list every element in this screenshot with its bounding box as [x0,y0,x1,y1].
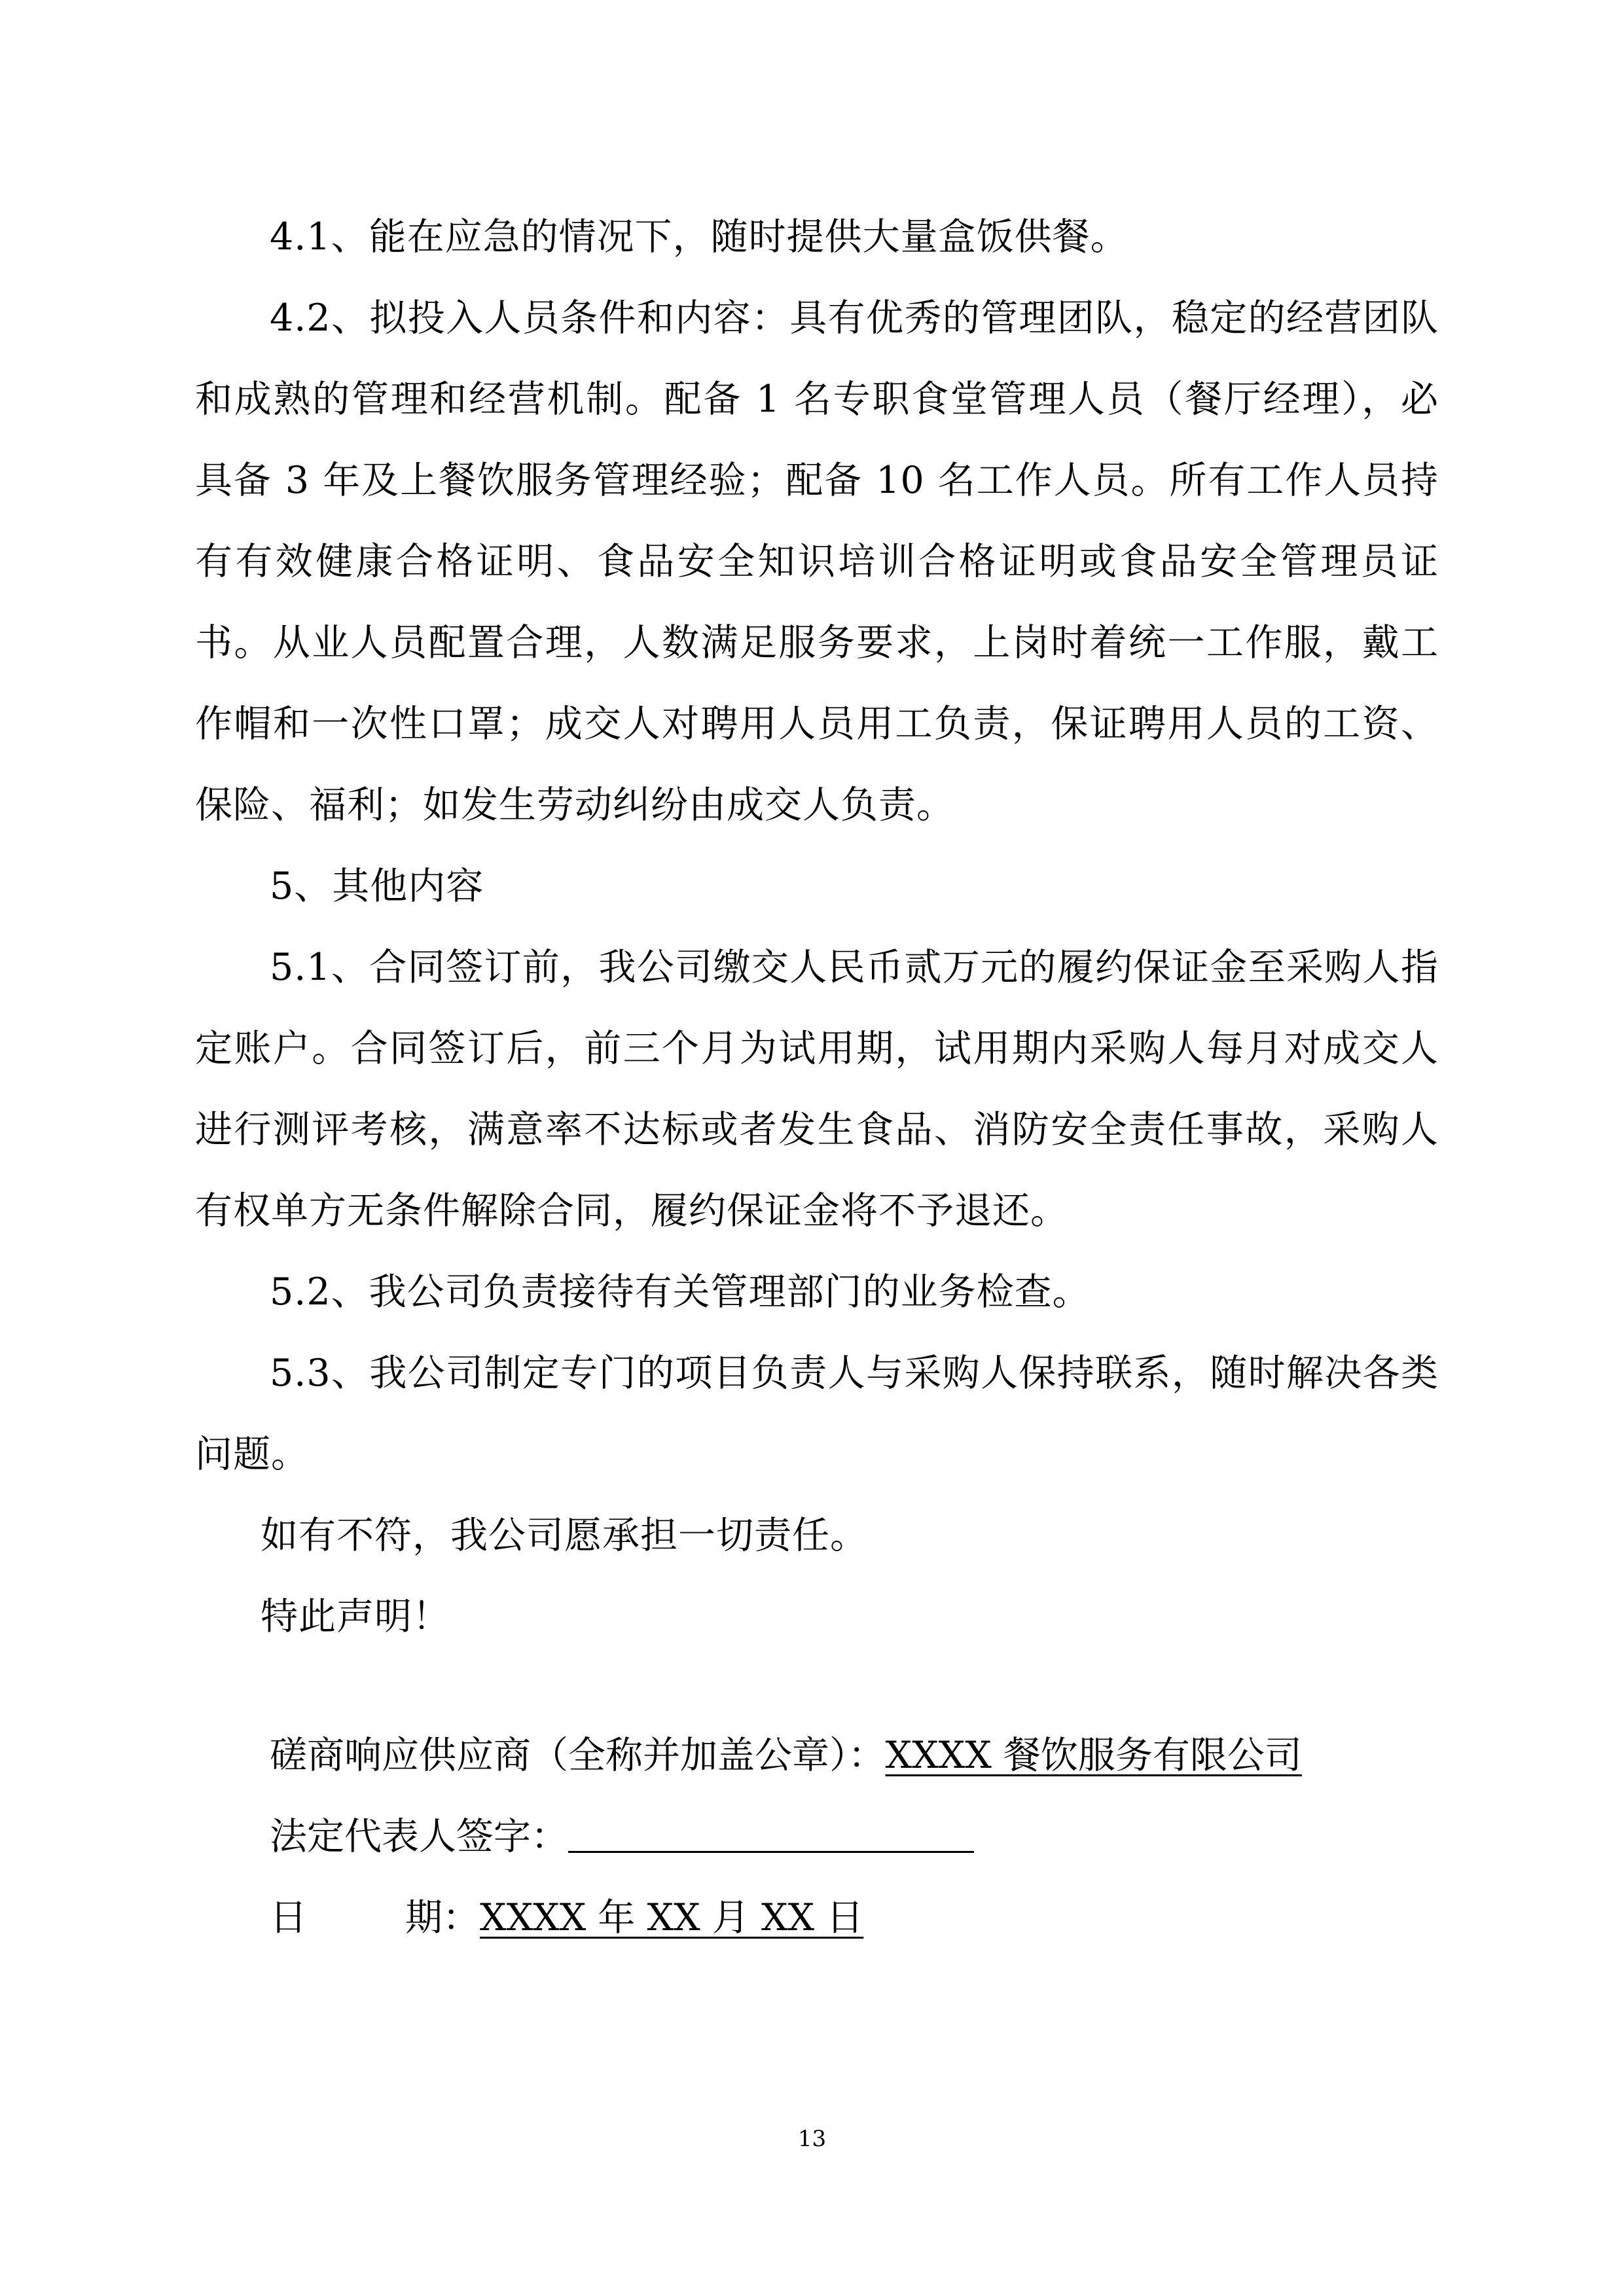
paragraph-4-2: 4.2、拟投入人员条件和内容：具有优秀的管理团队，稳定的经营团队和成熟的管理和经营机制。配备 1 名专职食堂管理人员（餐厅经理），必具备 3 年及上餐饮服务管理经验；配备 10 名工作人员。所有工作人员持有有效健康合格证明、食品安全知识培训合格证明或食品安全管理员证书。从业人员配置合理，人数满足服务要求，上岗时着统一工作服，戴工作帽和一次性口罩；成交人对聘用人员用工负责，保证聘用人员的工资、保险、福利；如发生劳动纠纷由成交人负责。 [195,296,1439,827]
liability-statement: 如有不符，我公司愿承担一切责任。 [261,1514,868,1557]
paragraph-5-3: 5.3、我公司制定专门的项目负责人与采购人保持联系，随时解决各类问题。 [195,1352,1439,1476]
paragraph-5-1: 5.1、合同签订前，我公司缴交人民币贰万元的履约保证金至采购人指定账户。合同签订后，前三个月为试用期，试用期内采购人每月对成交人进行测评考核，满意率不达标或者发生食品、消防安全责任事故，采购人有权单方无条件解除合同，履约保证金将不予退还。 [195,946,1439,1232]
date-label-first-char: 日 [270,1896,307,1939]
representative-row [270,1796,1382,1877]
date-label-second-char: 期： [405,1896,480,1939]
supplier-label: 磋商响应供应商（全称并加盖公章）： [270,1734,886,1777]
document-body [195,196,1439,1657]
supplier-row [270,1715,1382,1796]
paragraph-4-1: 4.1、能在应急的情况下，随时提供大量盒饭供餐。 [270,215,1128,259]
signature-blank-line [568,1812,974,1853]
paragraph-5-2: 5.2、我公司负责接待有关管理部门的业务检查。 [270,1270,1091,1314]
date-value: XXXX 年 XX 月 XX 日 [480,1896,864,1939]
date-row [270,1877,1382,1958]
section-heading-5: 5、其他内容 [270,865,484,908]
supplier-name: XXXX 餐饮服务有限公司 [885,1734,1302,1777]
representative-label: 法定代表人签字： [270,1815,568,1858]
declaration-closing: 特此声明！ [261,1595,450,1638]
signature-block [270,1715,1382,1958]
page-number: 13 [797,2126,827,2152]
